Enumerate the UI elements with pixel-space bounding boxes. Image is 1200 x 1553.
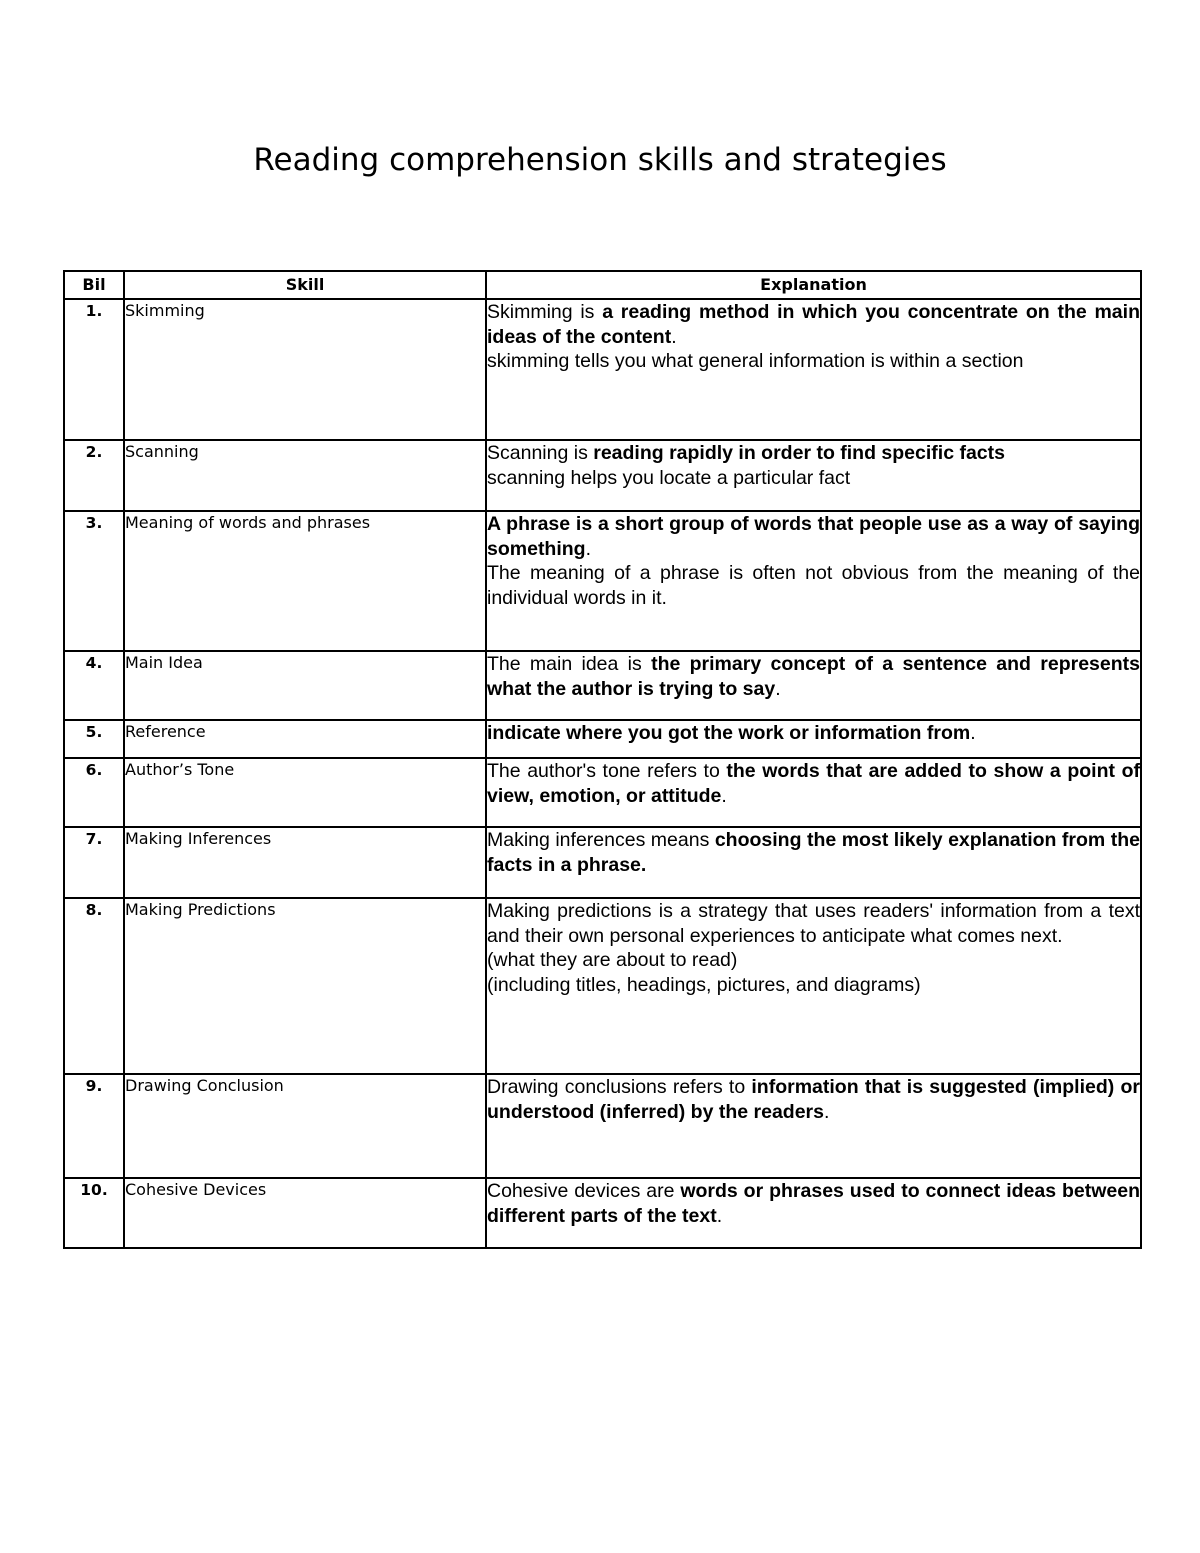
explanation-text: Scanning is bbox=[487, 442, 594, 464]
skill-explanation bbox=[486, 299, 1141, 440]
skill-explanation bbox=[486, 651, 1141, 720]
row-number: 8. bbox=[64, 898, 124, 1074]
row-number: 3. bbox=[64, 511, 124, 651]
header-skill: Skill bbox=[124, 271, 486, 299]
explanation-bold-text: indicate where you got the work or information from bbox=[487, 722, 971, 744]
skill-explanation bbox=[486, 1178, 1141, 1248]
explanation-text: The author's tone refers to bbox=[487, 760, 727, 782]
explanation-text: The meaning of a phrase is often not obvious from the meaning of the individual words in it. bbox=[487, 562, 1140, 609]
explanation-text: . bbox=[970, 722, 976, 744]
table-row bbox=[64, 898, 1141, 1074]
explanation-bold-text: the words that are added to show a point of view, emotion, or attitude bbox=[487, 760, 1140, 807]
row-number: 1. bbox=[64, 299, 124, 440]
explanation-bold-text: the primary concept of a sentence and represents what the author is trying to say bbox=[487, 653, 1140, 700]
skill-name: Main Idea bbox=[124, 651, 486, 720]
page-title: Reading comprehension skills and strategies bbox=[253, 142, 947, 178]
skill-explanation bbox=[486, 827, 1141, 898]
skill-explanation bbox=[486, 440, 1141, 511]
explanation-text: . bbox=[823, 1100, 830, 1123]
header-explanation: Explanation bbox=[486, 271, 1141, 299]
header-bil: Bil bbox=[64, 271, 124, 299]
table-row bbox=[64, 758, 1141, 827]
explanation-text: . bbox=[671, 325, 677, 348]
explanation-text: (including titles, headings, pictures, and diagrams) bbox=[487, 973, 921, 996]
skill-explanation bbox=[486, 1074, 1141, 1178]
table-row bbox=[64, 440, 1141, 511]
table-header-row bbox=[64, 271, 1141, 299]
row-number: 9. bbox=[64, 1074, 124, 1178]
table-row bbox=[64, 827, 1141, 898]
explanation-bold-text: information that is suggested (implied) or understood (inferred) by the readers bbox=[487, 1076, 1140, 1123]
row-number: 6. bbox=[64, 758, 124, 827]
explanation-text: (what they are about to read) bbox=[487, 949, 738, 971]
skills-table bbox=[63, 270, 1142, 1249]
row-number: 4. bbox=[64, 651, 124, 720]
explanation-text: scanning helps you locate a particular fact bbox=[487, 466, 851, 489]
explanation-text: Skimming is bbox=[487, 301, 603, 323]
explanation-text: . bbox=[716, 1204, 723, 1227]
explanation-bold-text: choosing the most likely explanation from the facts in a phrase. bbox=[487, 829, 1140, 876]
explanation-text: . bbox=[721, 784, 727, 807]
skill-name: Skimming bbox=[124, 299, 486, 440]
skill-name: Meaning of words and phrases bbox=[124, 511, 486, 651]
explanation-text: Drawing conclusions refers to bbox=[487, 1076, 752, 1098]
explanation-bold-text: reading rapidly in order to find specific facts bbox=[593, 442, 1005, 464]
skill-name: Cohesive Devices bbox=[124, 1178, 486, 1248]
table-row bbox=[64, 511, 1141, 651]
skill-name: Scanning bbox=[124, 440, 486, 511]
skill-name: Author’s Tone bbox=[124, 758, 486, 827]
row-number: 2. bbox=[64, 440, 124, 511]
explanation-text: . bbox=[585, 537, 592, 560]
explanation-text: . bbox=[775, 677, 781, 700]
skill-explanation bbox=[486, 758, 1141, 827]
skill-explanation bbox=[486, 898, 1141, 1074]
explanation-text: skimming tells you what general information is within a section bbox=[487, 350, 1024, 372]
skill-name: Making Inferences bbox=[124, 827, 486, 898]
explanation-text: Making predictions is a strategy that uses readers' information from a text and their own personal experiences to anticipate what comes next. bbox=[487, 900, 1140, 947]
explanation-bold-text: A phrase is a short group of words that people use as a way of saying something bbox=[487, 513, 1140, 560]
skill-name: Reference bbox=[124, 720, 486, 758]
row-number: 7. bbox=[64, 827, 124, 898]
skill-explanation bbox=[486, 720, 1141, 758]
skill-name: Drawing Conclusion bbox=[124, 1074, 486, 1178]
explanation-bold-text: words or phrases used to connect ideas between different parts of the text bbox=[487, 1180, 1141, 1227]
table-row bbox=[64, 720, 1141, 758]
explanation-text: Cohesive devices are bbox=[487, 1180, 681, 1202]
skill-explanation bbox=[486, 511, 1141, 651]
table-row bbox=[64, 1178, 1141, 1248]
row-number: 10. bbox=[64, 1178, 124, 1248]
table-row bbox=[64, 651, 1141, 720]
explanation-bold-text: a reading method in which you concentrate on the main ideas of the content bbox=[487, 301, 1140, 348]
row-number: 5. bbox=[64, 720, 124, 758]
explanation-text: The main idea is bbox=[487, 653, 652, 675]
skill-name: Making Predictions bbox=[124, 898, 486, 1074]
table-row bbox=[64, 299, 1141, 440]
explanation-text: Making inferences means bbox=[487, 829, 715, 851]
table-row bbox=[64, 1074, 1141, 1178]
